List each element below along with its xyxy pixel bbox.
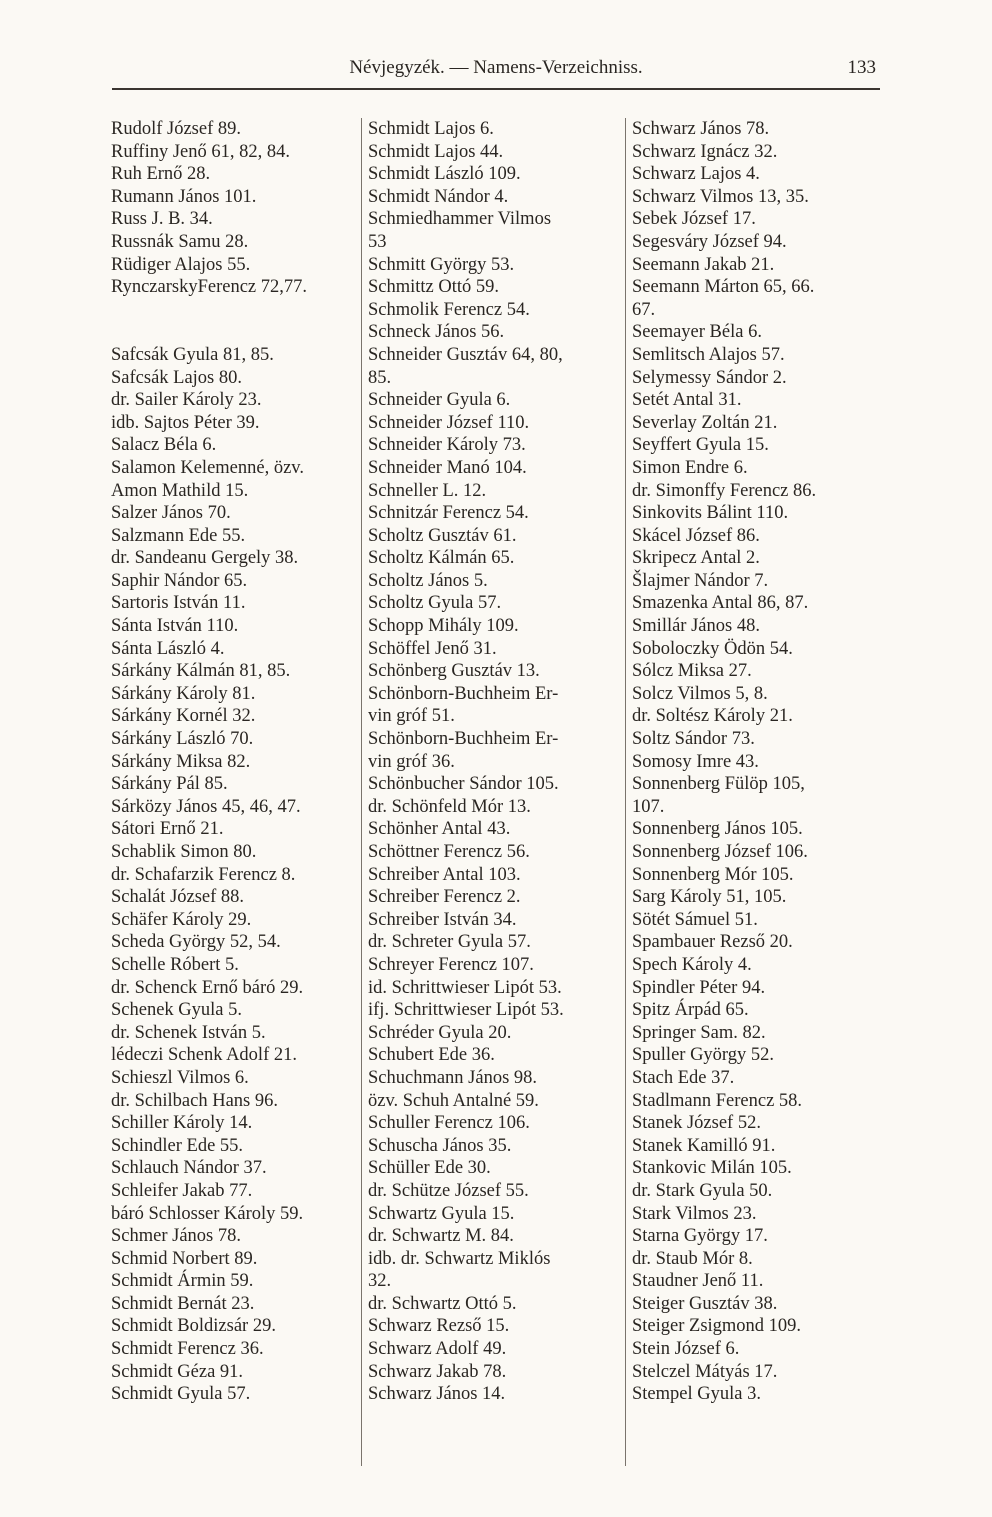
directory-entry: Saphir Nándor 65. bbox=[111, 570, 248, 591]
directory-entry: lédeczi Schenk Adolf 21. bbox=[111, 1045, 297, 1066]
directory-entry: Stanek József 52. bbox=[632, 1113, 761, 1134]
directory-entry: Schalát József 88. bbox=[111, 887, 245, 908]
directory-entry: Skácel József 86. bbox=[632, 525, 760, 546]
directory-entry: Schönbucher Sándor 105. bbox=[368, 774, 559, 795]
directory-entry: dr. Schenck Ernő báró 29. bbox=[111, 977, 304, 998]
directory-entry: Sonnenberg József 106. bbox=[632, 842, 808, 862]
directory-entry: Safcsák Gyula 81, 85. bbox=[111, 344, 274, 365]
directory-entry: Schmidt Géza 91. bbox=[111, 1361, 244, 1382]
directory-entry: idb. dr. Schwartz Miklós bbox=[368, 1248, 551, 1269]
directory-entry: Spech Károly 4. bbox=[632, 954, 752, 975]
directory-entry: Schleifer Jakab 77. bbox=[111, 1180, 253, 1201]
directory-entry: 67. bbox=[632, 299, 656, 320]
directory-entry: Schmidt László 109. bbox=[368, 164, 521, 185]
directory-entry: id. Schrittwieser Lipót 53. bbox=[368, 977, 562, 998]
directory-entry: Rudolf József 89. bbox=[111, 119, 241, 139]
directory-entry: Spindler Péter 94. bbox=[632, 977, 766, 998]
directory-entry: Schmiedhammer Vilmos bbox=[368, 209, 552, 230]
directory-entry: Sebek József 17. bbox=[632, 209, 756, 230]
directory-entry: dr. Staub Mór 8. bbox=[632, 1248, 753, 1269]
directory-entry: Steiger Gusztáv 38. bbox=[632, 1293, 778, 1314]
directory-entry bbox=[111, 321, 361, 344]
directory-entry: Schmidt Ármin 59. bbox=[111, 1271, 254, 1292]
directory-entry: Sötét Sámuel 51. bbox=[632, 909, 758, 930]
directory-entry: Schönborn-Buchheim Er- bbox=[368, 683, 559, 704]
running-title: Névjegyzék. — Namens-Verzeichniss. bbox=[349, 57, 643, 78]
directory-entry: Schmidt Boldizsár 29. bbox=[111, 1316, 276, 1337]
directory-entry: Spambauer Rezső 20. bbox=[632, 932, 793, 953]
directory-entry: Schreiber István 34. bbox=[368, 909, 517, 930]
directory-entry: idb. Sajtos Péter 39. bbox=[111, 412, 260, 433]
directory-entry: vin gróf 36. bbox=[368, 751, 455, 772]
directory-entry: Stach Ede 37. bbox=[632, 1067, 735, 1088]
directory-entry: Solcz Vilmos 5, 8. bbox=[632, 683, 768, 704]
directory-entry: Schwarz Adolf 49. bbox=[368, 1339, 507, 1360]
directory-entry: Schwarz Lajos 4. bbox=[632, 164, 760, 185]
directory-entry: Schieszl Vilmos 6. bbox=[111, 1067, 249, 1088]
directory-entry: Schnitzár Ferencz 54. bbox=[368, 503, 529, 524]
directory-entry: Schmidt Lajos 6. bbox=[368, 119, 494, 139]
directory-entry: Seemann Márton 65, 66. bbox=[632, 277, 815, 298]
directory-entry: Schmidt Gyula 57. bbox=[111, 1384, 251, 1405]
directory-entry: Sárkány Kálmán 81, 85. bbox=[111, 661, 291, 682]
directory-entry: Salacz Béla 6. bbox=[111, 435, 217, 456]
directory-entry: Schwarz Rezső 15. bbox=[368, 1316, 510, 1337]
directory-entry: Schmitt György 53. bbox=[368, 254, 515, 275]
directory-entry: Sonnenberg János 105. bbox=[632, 819, 803, 840]
directory-entry: Schwarz János 14. bbox=[368, 1384, 506, 1405]
directory-entry: Schwarz Vilmos 13, 35. bbox=[632, 186, 809, 207]
directory-entry: Scholtz Gusztáv 61. bbox=[368, 525, 517, 546]
directory-entry: Sárkány Károly 81. bbox=[111, 683, 256, 704]
directory-entry: Stelczel Mátyás 17. bbox=[632, 1361, 778, 1382]
directory-entry: Sárkány László 70. bbox=[111, 729, 254, 750]
directory-entry: Schmolik Ferencz 54. bbox=[368, 299, 530, 320]
directory-entry: Sartoris István 11. bbox=[111, 593, 246, 614]
directory-entry: Stein József 6. bbox=[632, 1339, 740, 1360]
page-header bbox=[112, 57, 880, 85]
directory-entry: Scholtz János 5. bbox=[368, 570, 488, 591]
directory-entry: Seemann Jakab 21. bbox=[632, 254, 775, 275]
directory-entry: Starna György 17. bbox=[632, 1226, 768, 1247]
directory-entry: dr. Schönfeld Mór 13. bbox=[368, 796, 531, 817]
directory-entry: Schäfer Károly 29. bbox=[111, 909, 252, 930]
directory-entry: dr. Schütze József 55. bbox=[368, 1180, 529, 1201]
directory-entry: Stanek Kamilló 91. bbox=[632, 1135, 776, 1156]
column-divider bbox=[625, 118, 626, 1466]
directory-entry: Stempel Gyula 3. bbox=[632, 1384, 761, 1405]
page-number: 133 bbox=[847, 57, 876, 78]
directory-entry: Scholtz Gyula 57. bbox=[368, 593, 502, 614]
directory-entry: Schneider Gyula 6. bbox=[368, 390, 511, 411]
directory-entry: Schneck János 56. bbox=[368, 322, 505, 343]
directory-entry: Schmid Norbert 89. bbox=[111, 1248, 258, 1269]
directory-entry: Schmidt Bernát 23. bbox=[111, 1293, 255, 1314]
directory-entry: Schneider Károly 73. bbox=[368, 435, 526, 456]
directory-entry: Schwarz János 78. bbox=[632, 119, 770, 139]
directory-entry: dr. Simonffy Ferencz 86. bbox=[632, 480, 817, 501]
directory-entry: Schuller Ferencz 106. bbox=[368, 1113, 530, 1134]
directory-entry: báró Schlosser Károly 59. bbox=[111, 1203, 304, 1224]
directory-entry: RynczarskyFerencz 72,77. bbox=[111, 277, 308, 298]
directory-entry: Severlay Zoltán 21. bbox=[632, 412, 778, 433]
directory-entry: Schreyer Ferencz 107. bbox=[368, 954, 534, 975]
directory-entry: Schneller L. 12. bbox=[368, 480, 487, 501]
directory-entry: Šlajmer Nándor 7. bbox=[632, 570, 769, 591]
directory-entry: dr. Schreter Gyula 57. bbox=[368, 932, 531, 953]
directory-entry: 53 bbox=[368, 231, 387, 252]
directory-entry: Schuscha János 35. bbox=[368, 1135, 512, 1156]
directory-entry: Schenek Gyula 5. bbox=[111, 1000, 243, 1021]
directory-entry: Rumann János 101. bbox=[111, 186, 257, 207]
directory-entry: Schöffel Jenő 31. bbox=[368, 638, 497, 659]
directory-entry: özv. Schuh Antalné 59. bbox=[368, 1090, 539, 1111]
directory-entry: Soboloczky Ödön 54. bbox=[632, 638, 793, 659]
directory-entry: Skripecz Antal 2. bbox=[632, 548, 760, 569]
directory-entry: Scholtz Kálmán 65. bbox=[368, 548, 515, 569]
directory-entry: Schopp Mihály 109. bbox=[368, 616, 519, 637]
directory-entry: 107. bbox=[632, 796, 665, 817]
directory-entry: Sánta László 4. bbox=[111, 638, 225, 659]
directory-entry bbox=[111, 299, 361, 322]
directory-entry: Schreiber Antal 103. bbox=[368, 864, 521, 885]
directory-entry: Segesváry József 94. bbox=[632, 231, 787, 252]
directory-entry: Sonnenberg Mór 105. bbox=[632, 864, 794, 885]
directory-entry: Rüdiger Alajos 55. bbox=[111, 254, 251, 275]
directory-entry: Schmer János 78. bbox=[111, 1226, 241, 1247]
directory-entry: Schneider Gusztáv 64, 80, bbox=[368, 344, 563, 365]
directory-entry: Spitz Árpád 65. bbox=[632, 1000, 749, 1021]
directory-entry: Stankovic Milán 105. bbox=[632, 1158, 792, 1179]
directory-entry: Schlauch Nándor 37. bbox=[111, 1158, 267, 1179]
directory-entry: Amon Mathild 15. bbox=[111, 480, 249, 501]
directory-entry: Schmidt Ferencz 36. bbox=[111, 1339, 264, 1360]
directory-entry: dr. Sailer Károly 23. bbox=[111, 390, 262, 411]
directory-entry: Schreiber Ferencz 2. bbox=[368, 887, 521, 908]
directory-entry: Schuchmann János 98. bbox=[368, 1067, 538, 1088]
directory-entry: Schöttner Ferencz 56. bbox=[368, 842, 530, 862]
directory-entry: dr. Schafarzik Ferencz 8. bbox=[111, 864, 296, 885]
directory-entry: Ruffiny Jenő 61, 82, 84. bbox=[111, 141, 291, 162]
directory-entry: Russ J. B. 34. bbox=[111, 209, 213, 230]
directory-entry: Stark Vilmos 23. bbox=[632, 1203, 757, 1224]
directory-entry: Sárközy János 45, 46, 47. bbox=[111, 796, 301, 817]
directory-entry: Seyffert Gyula 15. bbox=[632, 435, 769, 456]
directory-entry: Schubert Ede 36. bbox=[368, 1045, 495, 1066]
directory-entry: Sinkovits Bálint 110. bbox=[632, 503, 789, 524]
name-column-2 bbox=[368, 118, 624, 1406]
directory-entry: Spuller György 52. bbox=[632, 1045, 775, 1066]
directory-entry: dr. Schwartz Ottó 5. bbox=[368, 1293, 517, 1314]
directory-entry: dr. Stark Gyula 50. bbox=[632, 1180, 773, 1201]
directory-entry: Ruh Ernő 28. bbox=[111, 164, 211, 185]
directory-entry: Schréder Gyula 20. bbox=[368, 1022, 512, 1043]
directory-entry: Semlitsch Alajos 57. bbox=[632, 344, 785, 365]
directory-entry: Springer Sam. 82. bbox=[632, 1022, 766, 1043]
directory-entry: Schmittz Ottó 59. bbox=[368, 277, 500, 298]
directory-entry: 85. bbox=[368, 367, 392, 388]
directory-entry: Russnák Samu 28. bbox=[111, 231, 249, 252]
name-column-3 bbox=[632, 118, 890, 1406]
directory-entry: Soltz Sándor 73. bbox=[632, 729, 755, 750]
directory-entry: Salzmann Ede 55. bbox=[111, 525, 246, 546]
directory-entry: dr. Schwartz M. 84. bbox=[368, 1226, 514, 1247]
directory-entry: Smazenka Antal 86, 87. bbox=[632, 593, 809, 614]
directory-entry: Schneider József 110. bbox=[368, 412, 530, 433]
directory-entry: Sárkány Pál 85. bbox=[111, 774, 228, 795]
directory-entry: Schindler Ede 55. bbox=[111, 1135, 244, 1156]
directory-entry: Staudner Jenő 11. bbox=[632, 1271, 764, 1292]
directory-entry: Scheda György 52, 54. bbox=[111, 932, 281, 953]
directory-entry: Somosy Imre 43. bbox=[632, 751, 759, 772]
directory-entry: vin gróf 51. bbox=[368, 706, 455, 727]
directory-entry: Schwarz Ignácz 32. bbox=[632, 141, 778, 162]
directory-entry: Schmidt Nándor 4. bbox=[368, 186, 509, 207]
directory-entry: Seemayer Béla 6. bbox=[632, 322, 762, 343]
directory-entry: Schönher Antal 43. bbox=[368, 819, 511, 840]
directory-entry: Schönborn-Buchheim Er- bbox=[368, 729, 559, 750]
directory-entry: Schiller Károly 14. bbox=[111, 1113, 253, 1134]
directory-entry: Schüller Ede 30. bbox=[368, 1158, 491, 1179]
directory-entry: 32. bbox=[368, 1271, 392, 1292]
directory-entry: Steiger Zsigmond 109. bbox=[632, 1316, 802, 1337]
directory-entry: Safcsák Lajos 80. bbox=[111, 367, 243, 388]
directory-entry: dr. Sandeanu Gergely 38. bbox=[111, 548, 299, 569]
directory-entry: dr. Soltész Károly 21. bbox=[632, 706, 793, 727]
directory-entry: Schwarz Jakab 78. bbox=[368, 1361, 507, 1382]
directory-entry: Smillár János 48. bbox=[632, 616, 760, 637]
directory-entry: dr. Schenek István 5. bbox=[111, 1022, 266, 1043]
directory-entry: Sánta István 110. bbox=[111, 616, 239, 637]
directory-entry: Simon Endre 6. bbox=[632, 457, 748, 478]
directory-entry: Sárkány Miksa 82. bbox=[111, 751, 251, 772]
directory-entry: Sárkány Kornél 32. bbox=[111, 706, 256, 727]
directory-entry: Sarg Károly 51, 105. bbox=[632, 887, 787, 908]
directory-entry: Sólcz Miksa 27. bbox=[632, 661, 752, 682]
column-divider bbox=[361, 118, 362, 1466]
directory-entry: Schwartz Gyula 15. bbox=[368, 1203, 515, 1224]
directory-entry: Salzer János 70. bbox=[111, 503, 231, 524]
directory-entry: Stadlmann Ferencz 58. bbox=[632, 1090, 803, 1111]
directory-entry: Selymessy Sándor 2. bbox=[632, 367, 787, 388]
directory-entry: ifj. Schrittwieser Lipót 53. bbox=[368, 1000, 564, 1021]
header-rule bbox=[112, 88, 880, 90]
directory-entry: Schelle Róbert 5. bbox=[111, 954, 239, 975]
directory-entry: Sátori Ernő 21. bbox=[111, 819, 224, 840]
directory-entry: Schmidt Lajos 44. bbox=[368, 141, 504, 162]
directory-entry: Schneider Manó 104. bbox=[368, 457, 527, 478]
directory-entry: Schönberg Gusztáv 13. bbox=[368, 661, 540, 682]
directory-entry: dr. Schilbach Hans 96. bbox=[111, 1090, 278, 1111]
directory-entry: Schablik Simon 80. bbox=[111, 842, 257, 862]
directory-entry: Setét Antal 31. bbox=[632, 390, 742, 411]
name-column-1 bbox=[111, 118, 361, 1406]
directory-entry: Sonnenberg Fülöp 105, bbox=[632, 774, 805, 795]
directory-entry: Salamon Kelemenné, özv. bbox=[111, 457, 304, 478]
